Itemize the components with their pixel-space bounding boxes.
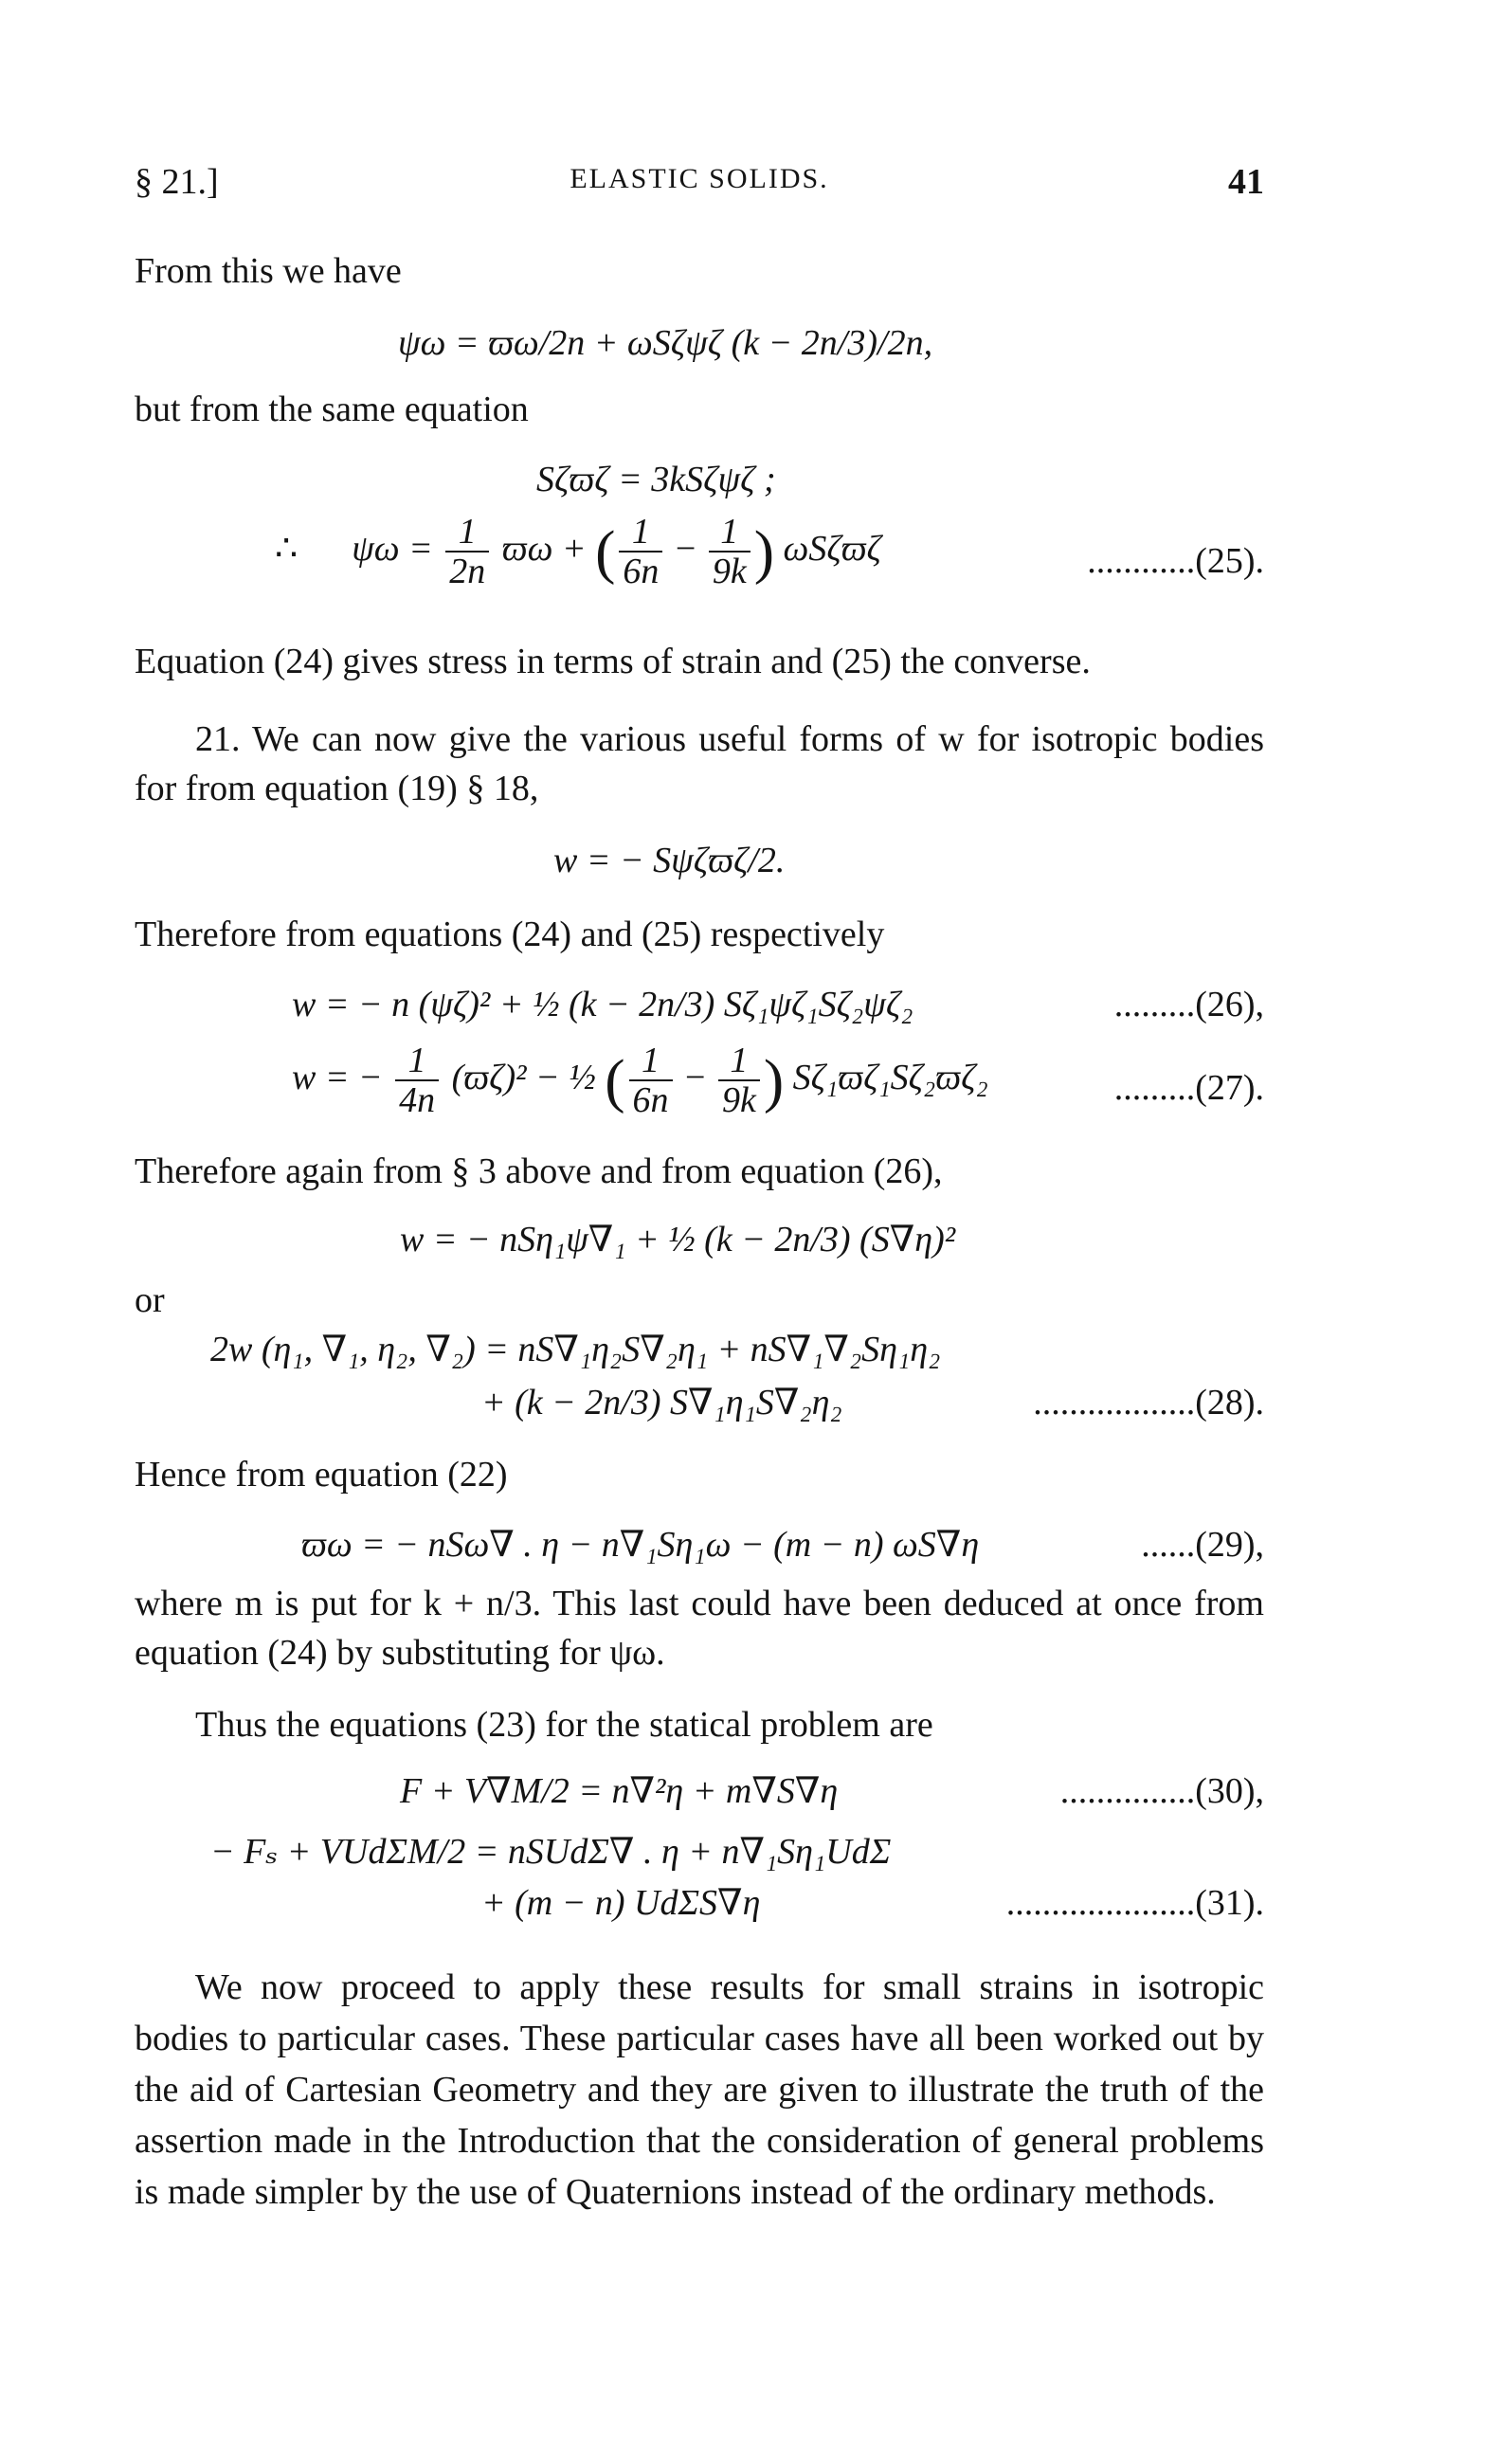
text-line: Equation (24) gives stress in terms of strain and (25) the converse. [135, 642, 1091, 681]
text-line: or [135, 1280, 165, 1320]
fraction: $\frac{1}{2n}$ [445, 513, 489, 590]
text-line: but from the same equation [135, 390, 529, 429]
equation-31: − Fₛ + VUdΣM/2 = nSUdΣ∇ . η + n∇₁Sη₁UdΣ [210, 1832, 892, 1872]
eq25-tail: ωSζϖζ [783, 529, 881, 569]
text-line: Hence from equation (22) [135, 1455, 508, 1495]
equation-number: ...............(30), [1059, 1771, 1264, 1811]
equation-29: ϖω = − nSω∇ . η − n∇₁Sη₁ω − (m − n) ωS∇η [301, 1525, 980, 1565]
equation: w = − nSη₁ψ∇₁ + ½ (k − 2n/3) (S∇η)² [400, 1220, 956, 1259]
paragraph: We now proceed to apply these results for small strains in isotropic bodies to particular cases. These particular cases have all been worked out by the aid of Cartesian Geometry and they are given to illustrate the truth of the assertion made in the Introduction that the consideration of general problems is made simpler by the use of Quaternions instead of the ordinary methods. [135, 1967, 1264, 2212]
equation-number: .........(27). [1113, 1068, 1264, 1108]
fraction: $\frac{1}{6n}$ [619, 513, 662, 590]
page-number: 41 [1228, 162, 1264, 202]
equation-26: w = − n (ψζ)² + ½ (k − 2n/3) Sζ₁ψζ₁Sζ₂ψζ₂ [292, 985, 913, 1024]
eq25-mid: ϖω + [501, 529, 587, 569]
paragraph: 21. We can now give the various useful forms of w for isotropic bodies for from equation (19) § 18, [135, 719, 1264, 808]
equation-27: w = − $\frac{1}{4n}$ (ϖζ)² − ½ ( $\frac{1}{6n}$ − $\frac{1}{9k}$ ) Sζ₁ϖζ₁Sζ₂ϖζ₂ [292, 1041, 988, 1121]
running-title: ELASTIC SOLIDS. [570, 163, 829, 194]
equation-number: .....................(31). [1005, 1883, 1264, 1923]
equation-number: ..................(28). [1033, 1383, 1264, 1422]
equation: Sζϖζ = 3kSζψζ ; [536, 460, 776, 499]
section-reference: § 21.] [135, 162, 219, 202]
text-line: Therefore from equations (24) and (25) respectively [135, 915, 885, 954]
text-line: From this we have [135, 251, 402, 291]
fraction: $\frac{1}{9k}$ [718, 1042, 760, 1119]
fraction: $\frac{1}{4n}$ [395, 1042, 439, 1119]
equation: w = − Sψζϖζ/2. [553, 841, 786, 880]
eq25-lhs: ψω = [352, 529, 433, 569]
paragraph: where m is put for k + n/3. This last could have been deduced at once from equation (24) by substituting for ψω. [135, 1584, 1264, 1673]
equation-25: ∴ ψω = $\frac{1}{2n}$ ϖω + ( $\frac{1}{6n}$ − $\frac{1}{9k}$ ) ωSζϖζ [275, 512, 881, 592]
equation-28-cont: + (k − 2n/3) S∇₁η₁S∇₂η₂ [481, 1383, 842, 1422]
fraction: $\frac{1}{9k}$ [709, 513, 750, 590]
text-line: Thus the equations (23) for the statical problem are [195, 1705, 933, 1745]
therefore-symbol: ∴ [275, 529, 298, 569]
equation-number: ......(29), [1141, 1525, 1264, 1565]
equation-number: .........(26), [1113, 985, 1264, 1024]
equation-30: F + V∇M/2 = n∇²η + m∇S∇η [400, 1771, 839, 1811]
equation-number: ............(25). [1087, 541, 1264, 581]
equation: ψω = ϖω/2n + ωSζψζ (k − 2n/3)/2n, [398, 323, 933, 363]
equation-28: 2w (η₁, ∇₁, η₂, ∇₂) = nS∇₁η₂S∇₂η₁ + nS∇₁∇₂Sη₁η₂ [210, 1330, 941, 1369]
text-line: Therefore again from § 3 above and from equation (26), [135, 1151, 943, 1191]
fraction: $\frac{1}{6n}$ [629, 1042, 673, 1119]
running-header [135, 161, 1264, 208]
equation-31-cont: + (m − n) UdΣS∇η [481, 1883, 761, 1923]
